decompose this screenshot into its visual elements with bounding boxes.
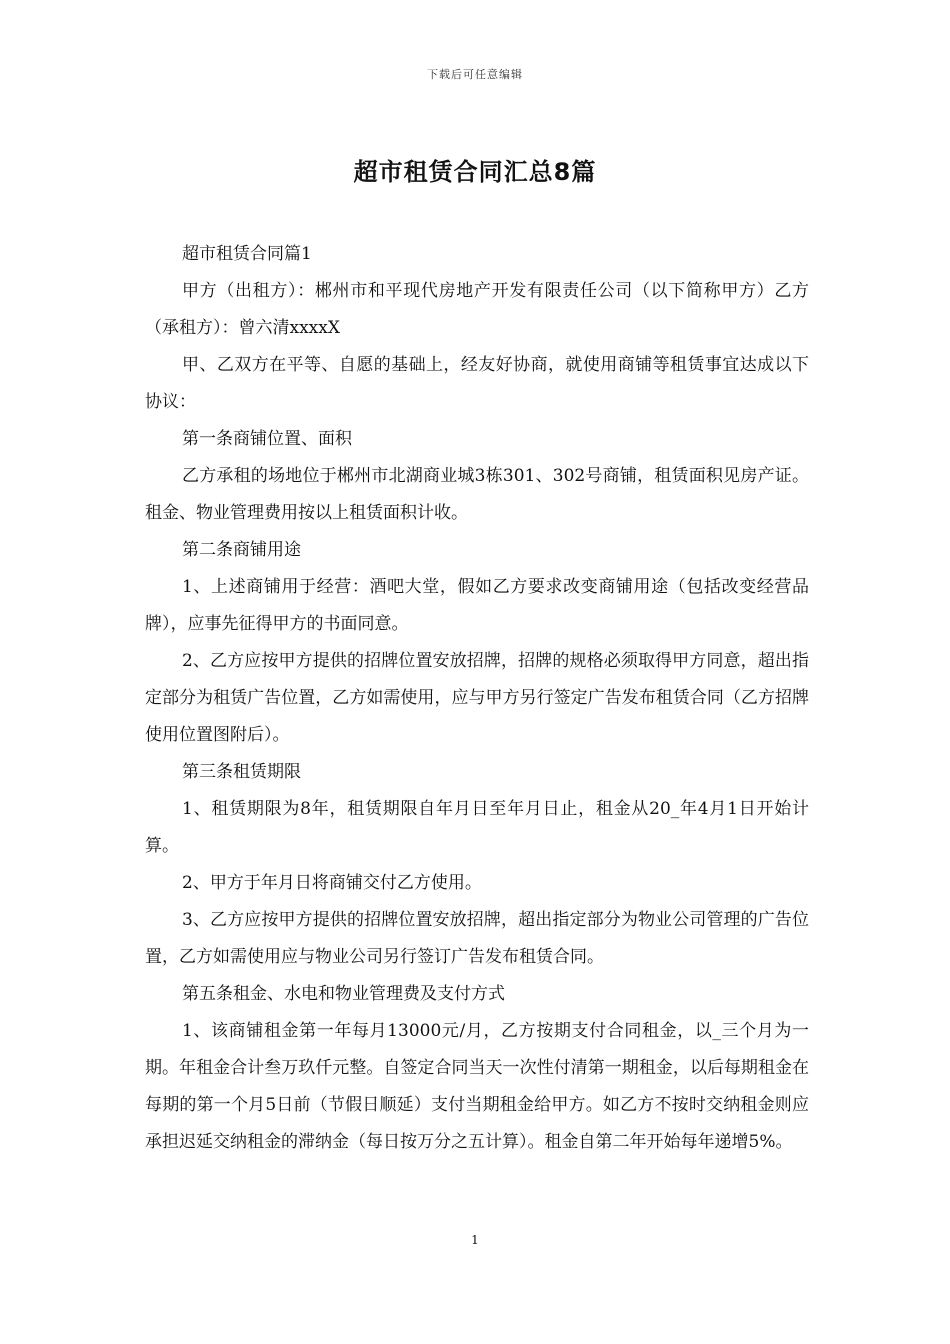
- article-paragraph: 1、该商铺租金第一年每月13000元/月，乙方按期支付合同租金，以_三个月为一期。年租金合计叁万玖仟元整。自签定合同当天一次性付清第一期租金，以后每期租金在每期的第一个月5日前（节假日顺延）支付当期租金给甲方。如乙方不按时交纳租金则应承担迟延交纳租金的滞纳金（每日按万分之五计算）。租金自第二年开始每年递增5%。: [145, 1021, 809, 1152]
- article-heading: 第五条租金、水电和物业管理费及支付方式: [182, 984, 505, 1004]
- document-body: [145, 236, 809, 1161]
- article-paragraph: 1、租赁期限为8年，租赁期限自年月日至年月日止，租金从20_年4月1日开始计算。: [145, 799, 809, 856]
- party-info-paragraph: 甲方（出租方）：郴州市和平现代房地产开发有限责任公司（以下简称甲方）乙方（承租方）：曾六清xxxxX: [145, 281, 809, 338]
- preamble-paragraph: 甲、乙双方在平等、自愿的基础上，经友好协商，就使用商铺等租赁事宜达成以下协议：: [145, 355, 809, 412]
- article-paragraph: 1、上述商铺用于经营：酒吧大堂，假如乙方要求改变商铺用途（包括改变经营品牌），应事先征得甲方的书面同意。: [145, 577, 809, 634]
- article-heading: 第二条商铺用途: [182, 540, 301, 560]
- header-note: 下载后可任意编辑: [427, 68, 523, 81]
- article-paragraph: 2、乙方应按甲方提供的招牌位置安放招牌，招牌的规格必须取得甲方同意，超出指定部分为租赁广告位置，乙方如需使用，应与甲方另行签定广告发布租赁合同（乙方招牌使用位置图附后）。: [145, 651, 809, 745]
- document-title: 超市租赁合同汇总8篇: [353, 158, 597, 186]
- article-heading: 第一条商铺位置、面积: [182, 429, 352, 449]
- page-number: 1: [471, 1233, 479, 1247]
- article-paragraph: 3、乙方应按甲方提供的招牌位置安放招牌，超出指定部分为物业公司管理的广告位置，乙方如需使用应与物业公司另行签订广告发布租赁合同。: [145, 910, 809, 967]
- article-paragraph: 乙方承租的场地位于郴州市北湖商业城3栋301、302号商铺，租赁面积见房产证。租金、物业管理费用按以上租赁面积计收。: [145, 466, 809, 523]
- article-heading: 第三条租赁期限: [182, 762, 301, 782]
- section-heading: 超市租赁合同篇1: [182, 244, 312, 264]
- article-paragraph: 2、甲方于年月日将商铺交付乙方使用。: [182, 873, 482, 893]
